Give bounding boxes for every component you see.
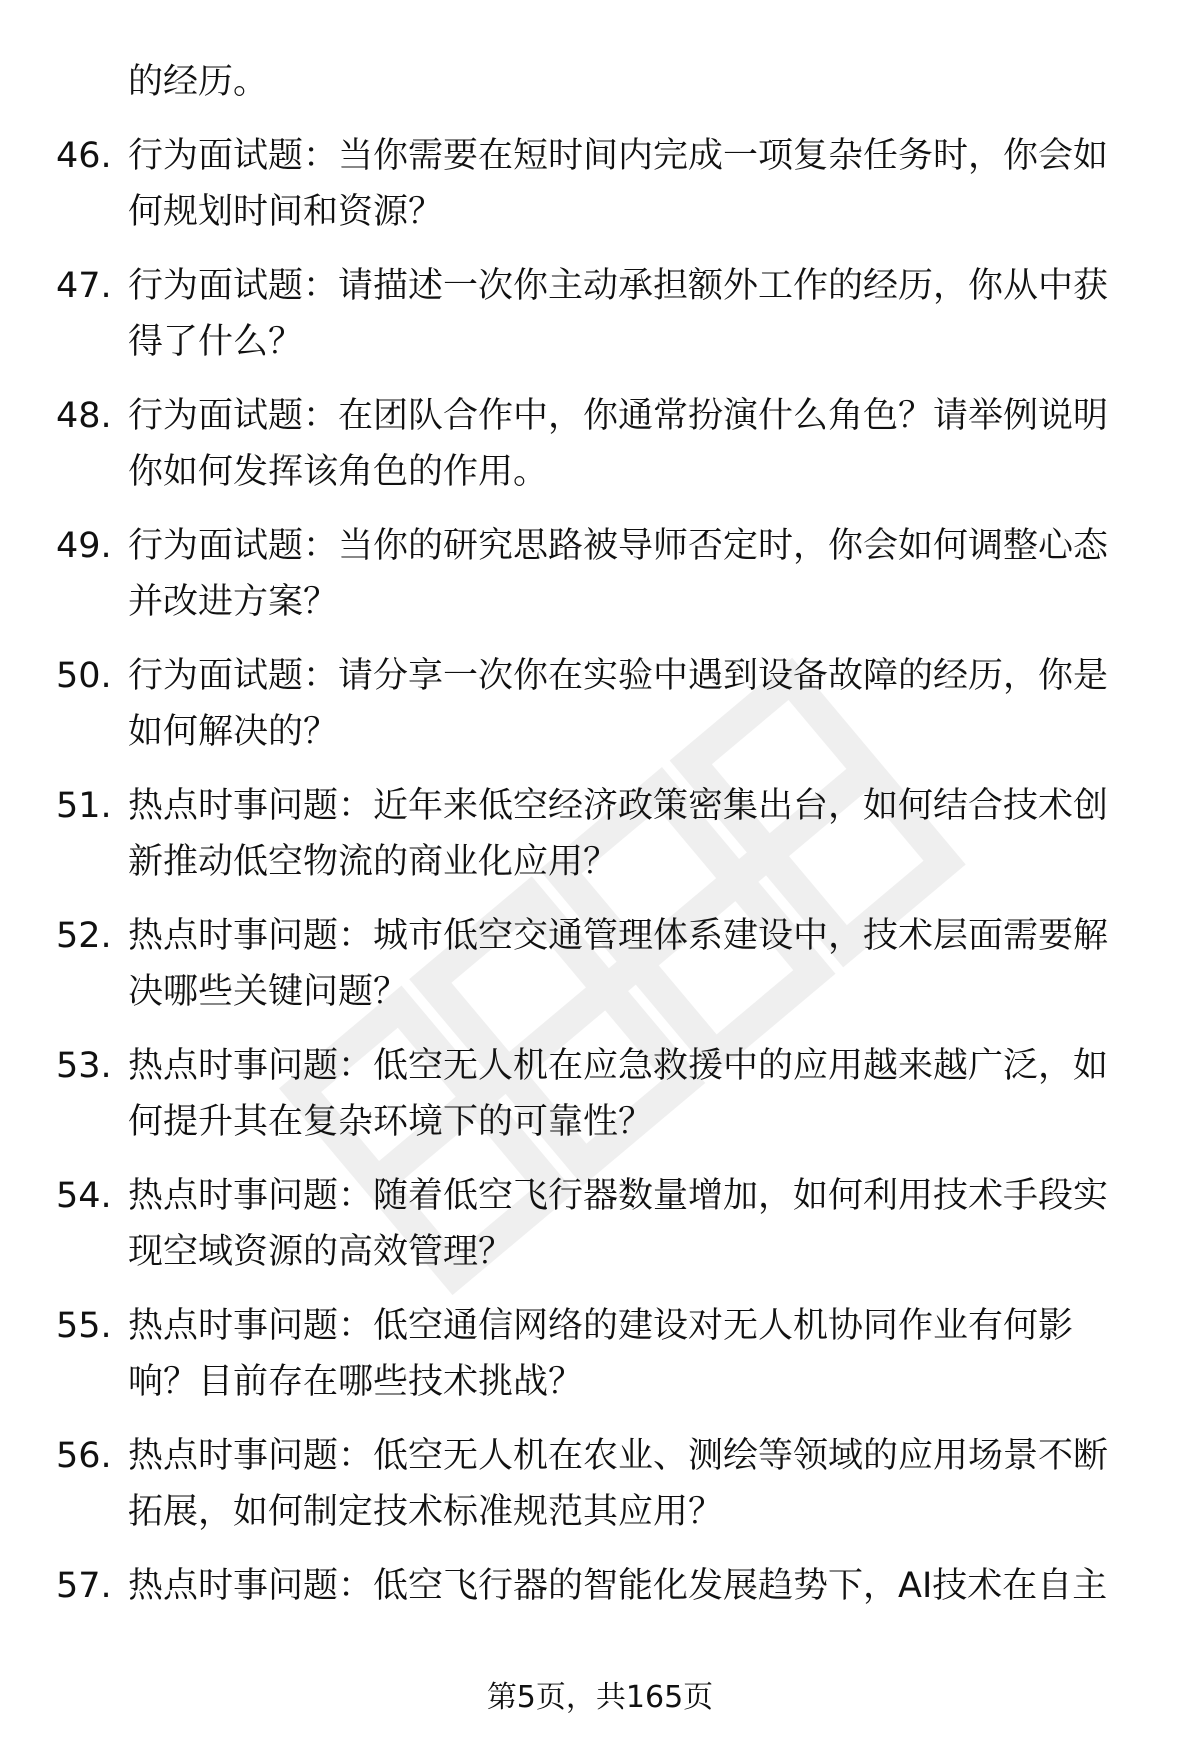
list-item	[0, 258, 1200, 370]
list-item	[0, 908, 1200, 1020]
list-item	[0, 1558, 1200, 1614]
list-item	[0, 388, 1200, 500]
item-number: 57.	[56, 1566, 112, 1606]
item-text: 热点时事问题：低空无人机在农业、测绘等领域的应用场景不断拓展，如何制定技术标准规范其应用？	[128, 1436, 1109, 1532]
list-item	[0, 1298, 1200, 1410]
question-list	[0, 54, 1200, 1614]
item-number: 56.	[56, 1436, 112, 1476]
item-text: 行为面试题：在团队合作中，你通常扮演什么角色？请举例说明你如何发挥该角色的作用。	[128, 396, 1109, 492]
item-number: 51.	[56, 786, 112, 826]
item-number: 48.	[56, 396, 112, 436]
item-number: 49.	[56, 526, 112, 566]
item-text: 热点时事问题：近年来低空经济政策密集出台，如何结合技术创新推动低空物流的商业化应用？	[128, 786, 1109, 882]
item-number: 54.	[56, 1176, 112, 1216]
item-text: 热点时事问题：随着低空飞行器数量增加，如何利用技术手段实现空域资源的高效管理？	[128, 1176, 1109, 1272]
continued-text: 的经历。	[128, 62, 269, 102]
item-text: 行为面试题：当你需要在短时间内完成一项复杂任务时，你会如何规划时间和资源？	[128, 136, 1109, 232]
item-text: 热点时事问题：低空通信网络的建设对无人机协同作业有何影响？目前存在哪些技术挑战？	[128, 1306, 1074, 1402]
item-number: 47.	[56, 266, 112, 306]
item-number: 46.	[56, 136, 112, 176]
item-text: 热点时事问题：低空无人机在应急救援中的应用越来越广泛，如何提升其在复杂环境下的可靠性？	[128, 1046, 1109, 1142]
list-item	[0, 1168, 1200, 1280]
item-text: 行为面试题：请分享一次你在实验中遇到设备故障的经历，你是如何解决的？	[128, 656, 1109, 752]
item-number: 55.	[56, 1306, 112, 1346]
list-item	[0, 648, 1200, 760]
item-number: 50.	[56, 656, 112, 696]
list-item	[0, 778, 1200, 890]
item-text: 热点时事问题：低空飞行器的智能化发展趋势下，AI技术在自主	[128, 1566, 1108, 1606]
list-item	[0, 1038, 1200, 1150]
item-text: 行为面试题：请描述一次你主动承担额外工作的经历，你从中获得了什么？	[128, 266, 1109, 362]
item-text: 行为面试题：当你的研究思路被导师否定时，你会如何调整心态并改进方案？	[128, 526, 1109, 622]
list-item	[0, 518, 1200, 630]
list-item	[0, 1428, 1200, 1540]
page-number-footer: 第5页，共165页	[486, 1680, 714, 1715]
item-number: 52.	[56, 916, 112, 956]
list-item	[0, 128, 1200, 240]
item-number: 53.	[56, 1046, 112, 1086]
item-text: 热点时事问题：城市低空交通管理体系建设中，技术层面需要解决哪些关键问题？	[128, 916, 1109, 1012]
